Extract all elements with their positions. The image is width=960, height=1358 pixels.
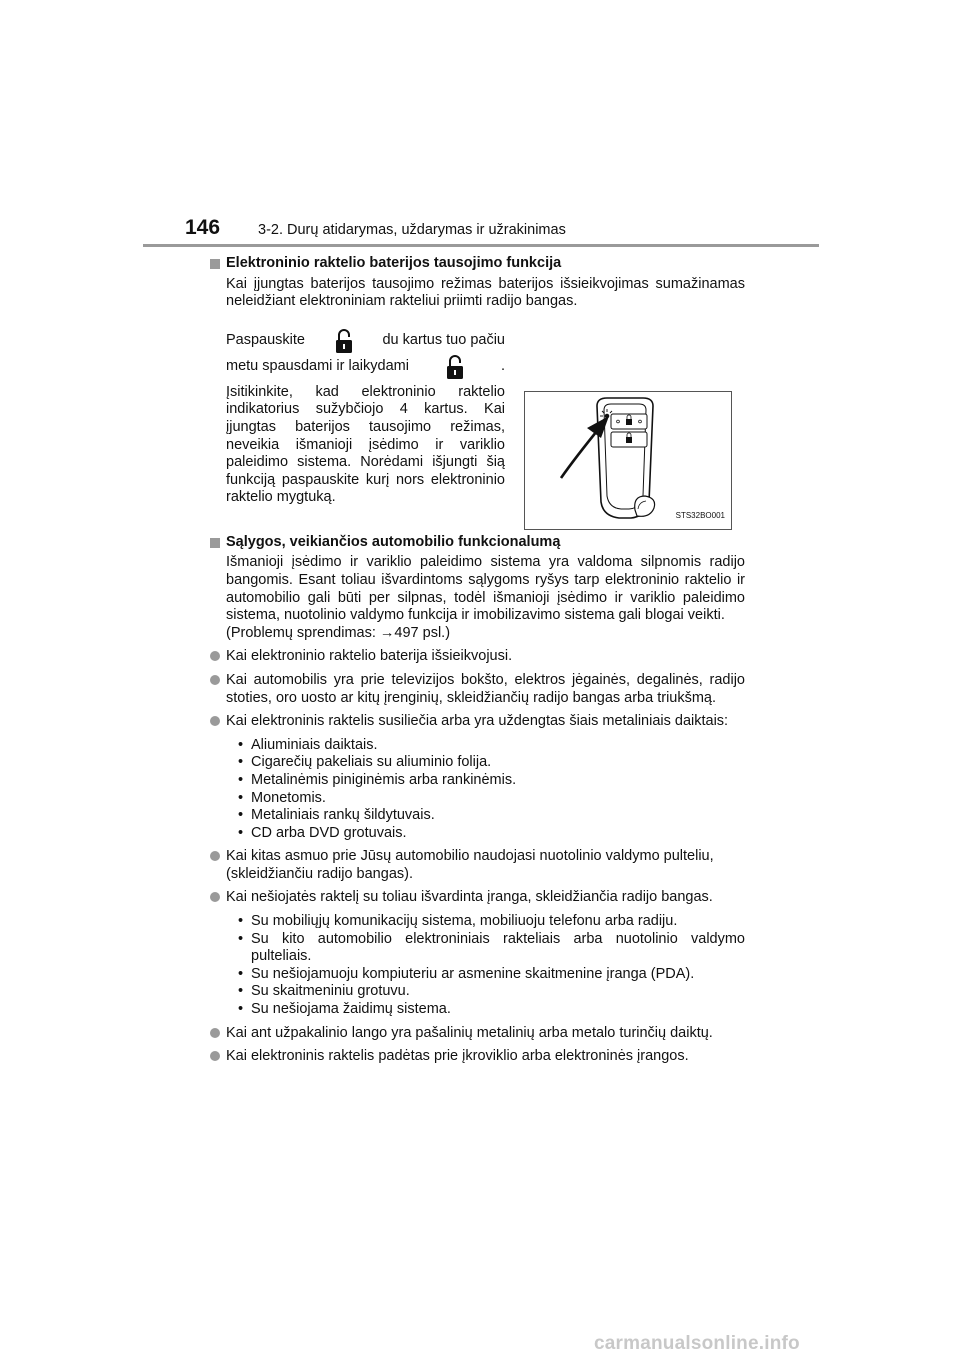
sub-list-item: • Su nešiojama žaidimų sistema. <box>238 1001 745 1019</box>
list-item-text: Kai elektroninio raktelio baterija išsieikvojusi. <box>226 648 513 665</box>
instruction-line-1-a: Paspauskite <box>226 331 305 348</box>
page-number: 146 <box>185 216 221 239</box>
list-item-text: Kai ant užpakalinio lango yra pašalinių metalinių arba metalo turinčių daiktų. <box>226 1024 713 1041</box>
figure-label: STS32BO001 <box>675 511 725 521</box>
sub-list-item: • Cigarečių pakeliais su aliuminio folija. <box>238 754 745 772</box>
list-item <box>210 848 745 883</box>
section2-heading-text: Sąlygos, veikiančios automobilio funkcionalumą <box>226 533 561 550</box>
list-item <box>210 672 745 707</box>
key-fob-figure <box>524 391 732 530</box>
section2-body: Išmanioji įsėdimo ir variklio paleidimo sistema yra valdoma silpnomis radijo bangomis. Esant toliau išvardintoms sąlygoms ryšys tarp elektroninio raktelio ir automobilio gali būti per silpnas, todėl išmanioji įsėdimo ir variklio paleidimo sistema, nuotolinio valdymo funkcija ir imobilizavimo sistema gali blogai veikti. <box>226 554 745 624</box>
lock-icon <box>444 354 466 380</box>
sub-list-item: • Monetomis. <box>238 790 745 808</box>
list-item-text: Kai elektroninis raktelis padėtas prie įkroviklio arba elektroninės įrangos. <box>226 1048 689 1065</box>
round-bullet-icon <box>210 1028 220 1038</box>
list-item-text: Kai kitas asmuo prie Jūsų automobilio naudojasi nuotolinio valdymo pulteliu, (skleidžiančiu radijo bangas). <box>226 848 714 882</box>
section2 <box>210 534 745 1066</box>
round-bullet-icon <box>210 892 220 902</box>
header-divider <box>143 244 819 247</box>
square-bullet-icon <box>210 259 220 269</box>
instruction-line-1 <box>226 328 505 354</box>
watermark: carmanualsonline.info <box>594 1333 800 1354</box>
radio-devices-sublist <box>210 913 745 1019</box>
condition-list <box>210 648 745 1065</box>
section1-heading <box>210 255 745 273</box>
page-content <box>210 255 745 1066</box>
lock-icon <box>333 328 355 354</box>
instruction-rest: Įsitikinkite, kad elektroninio raktelio indikatorius sužybčiojo 4 kartus. Kai įjungtas baterijos tausojimo režimas, neveikia išmanioji įsėdimo ir variklio paleidimo sistema. Norėdami išjungti šią funkciją paspauskite kurį nors elektroninio raktelio mygtuką. <box>226 383 505 506</box>
section2-reference: (Problemų sprendimas: →497 psl.) <box>226 624 451 641</box>
round-bullet-icon <box>210 1051 220 1061</box>
list-item <box>210 889 745 907</box>
round-bullet-icon <box>210 716 220 726</box>
list-item <box>210 648 745 666</box>
sub-list-item: • Aliuminiais daiktais. <box>238 737 745 755</box>
round-bullet-icon <box>210 651 220 661</box>
instruction-line-2-a: metu spausdami ir laikydami <box>226 357 409 374</box>
list-item <box>210 713 745 731</box>
sub-list-item: • Su nešiojamuoju kompiuteriu ar asmenine skaitmenine įranga (PDA). <box>238 966 745 984</box>
sub-list-item: • Su mobiliųjų komunikacijų sistema, mobiliuoju telefonu arba radiju. <box>238 913 745 931</box>
sub-list-item: • Metalinėmis piniginėmis arba rankinėmis. <box>238 772 745 790</box>
sub-list-item: • Metaliniais rankų šildytuvais. <box>238 807 745 825</box>
instruction-line-1-b: du kartus tuo pačiu <box>382 331 505 348</box>
instruction-text <box>226 328 505 507</box>
list-item-text: Kai elektroninis raktelis susiliečia arba yra uždengtas šiais metaliniais daiktais: <box>226 713 729 730</box>
list-item <box>210 1048 745 1066</box>
instruction-line-2-b: . <box>500 357 505 374</box>
square-bullet-icon <box>210 538 220 548</box>
list-item-text: Kai nešiojatės raktelį su toliau išvardinta įranga, skleidžiančia radijo bangas. <box>226 889 713 906</box>
metal-objects-sublist <box>210 737 745 843</box>
section1-heading-text: Elektroninio raktelio baterijos tausojimo funkcija <box>226 255 562 271</box>
section1-instructions <box>210 328 745 521</box>
instruction-line-2 <box>226 354 505 380</box>
round-bullet-icon <box>210 851 220 861</box>
list-item <box>210 1025 745 1043</box>
chapter-title: 3-2. Durų atidarymas, uždarymas ir užrakinimas <box>258 222 566 238</box>
round-bullet-icon <box>210 675 220 685</box>
sub-list-item: • Su skaitmeniniu grotuvu. <box>238 983 745 1001</box>
sub-list-item: • Su kito automobilio elektroniniais rakteliais arba nuotolinio valdymo pulteliais. <box>238 931 745 966</box>
section1-body: Kai įjungtas baterijos tausojimo režimas baterijos išsieikvojimas sumažinamas neleidžiant elektroniniam rakteliui priimti radijo bangas. <box>226 275 745 310</box>
sub-list-item: • CD arba DVD grotuvais. <box>238 825 745 843</box>
section2-heading <box>210 534 745 552</box>
list-item-text: Kai automobilis yra prie televizijos bokšto, elektros jėgainės, degalinės, radijo stoties, oro uosto ar kitų įrenginių, skleidžiančių radijo bangas arba triukšmą. <box>226 671 745 706</box>
